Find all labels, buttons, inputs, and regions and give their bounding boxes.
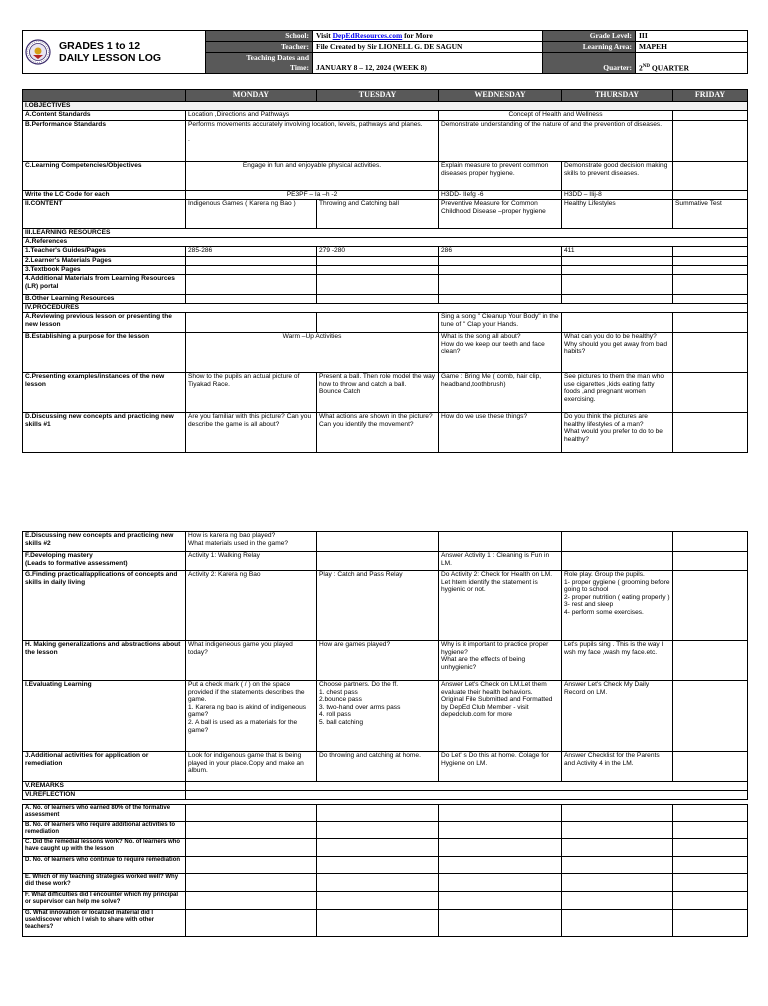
reflection-f-label: F. What difficulties did I encounter which my principal or supervisor can help me solve?: [23, 892, 186, 910]
cell: [673, 275, 748, 295]
purpose-thu: What can you do to be healthy? Why should you get away from bad habits?: [562, 333, 673, 373]
content-standards-mon-tue: Location ,Directions and Pathways: [186, 111, 439, 121]
competencies-mon-tue: Engage in fun and enjoyable physical activities.: [186, 162, 439, 191]
presenting-label: C.Presenting examples/instances of the new lesson: [23, 373, 186, 413]
practical-tue: Play : Catch and Pass Relay: [317, 571, 439, 641]
reviewing-label: A.Reviewing previous lesson or presenting the new lesson: [23, 313, 186, 333]
cell: [186, 857, 317, 874]
discussing2-label: E.Discussing new concepts and practicing new skills #2: [23, 532, 186, 552]
cell: [562, 857, 673, 874]
quarter-label: Quarter:: [543, 53, 636, 74]
cell: [673, 257, 748, 266]
reflection-cell: [186, 791, 748, 800]
school-value: [313, 31, 543, 42]
performance-standards-wed-thu: Demonstrate understanding of the nature of and the prevention of diseases.: [439, 121, 673, 162]
generalizations-mon: What indigeneous game you played today?: [186, 641, 317, 681]
mastery-label: F.Developing mastery (Leads to formative assessment): [23, 552, 186, 571]
practical-mon: Activity 2: Karera ng Bao: [186, 571, 317, 641]
cell: [562, 839, 673, 857]
cell: [562, 313, 673, 333]
cell: [186, 822, 317, 839]
evaluating-tue: Choose partners. Do the ff. 1. chest pass 2.bounce pass 3. two-hand over arms pass 4. roll pass 5. ball catching: [317, 681, 439, 752]
header-table: [22, 30, 748, 74]
content-standards-fri: [673, 111, 748, 121]
learners-materials-label: 2.Learner's Materials Pages: [23, 257, 186, 266]
remarks-cell: [186, 782, 748, 791]
section-objectives: I.OBJECTIVES: [23, 102, 748, 111]
cell: [186, 805, 317, 822]
cell: [317, 805, 439, 822]
cell: [317, 275, 439, 295]
reflection-a-label: A. No. of learners who earned 80% of the formative assessment: [23, 805, 186, 822]
presenting-tue: Present a ball. Then role model the way how to throw and catch a ball. Bounce Catch: [317, 373, 439, 413]
mastery-wed: Answer Activity 1 : Cleaning is Fun in LM.: [439, 552, 562, 571]
generalizations-wed: Why is it important to practice proper hygiene? What are the effects of being unhygienic?: [439, 641, 562, 681]
evaluating-mon: Put a check mark ( / ) on the space provided if the statements describes the game. 1. Karera ng bao is akind of indigeneous game? 2. A ball is used as a materials for the game?: [186, 681, 317, 752]
reflection-e-label: E. Which of my teaching strategies worked well? Why did these work?: [23, 874, 186, 892]
section-references: A.References: [23, 238, 748, 247]
discussing1-thu: Do you think the pictures are healthy lifestyles of a man? What would you prefer to do to be healthy?: [562, 413, 673, 453]
cell: [439, 257, 562, 266]
quarter-value: [636, 53, 748, 74]
content-standards-label: A.Content Standards: [23, 111, 186, 121]
cell: [673, 313, 748, 333]
reflection-d-label: D. No. of learners who continue to require remediation: [23, 857, 186, 874]
cell: [562, 257, 673, 266]
cell: [673, 892, 748, 910]
teaching-dates-label-line2: Time:: [289, 63, 309, 72]
performance-standards-mon-tue: Performs movements accurately involving location, levels, pathways and planes. .: [186, 121, 439, 162]
cell: [673, 641, 748, 681]
cell: [186, 839, 317, 857]
cell: [439, 857, 562, 874]
cell: [673, 805, 748, 822]
lc-code-mon-tue: PE3PF – Ia –h -2: [186, 191, 439, 200]
reflection-b-label: B. No. of learners who require additional activities to remediation: [23, 822, 186, 839]
quarter-word: QUARTER: [649, 63, 690, 72]
day-header-wednesday: WEDNESDAY: [439, 90, 562, 102]
competencies-wed: Explain measure to prevent common diseases proper hygiene.: [439, 162, 562, 191]
cell: [317, 857, 439, 874]
cell: [186, 295, 317, 304]
discussing1-tue: What actions are shown in the picture? Can you identify the movement?: [317, 413, 439, 453]
cell: [439, 295, 562, 304]
discussing1-wed: How do we use these things?: [439, 413, 562, 453]
cell: [439, 805, 562, 822]
day-header-monday: MONDAY: [186, 90, 317, 102]
reflection-table: [22, 804, 748, 937]
teaching-dates-label: [206, 53, 313, 74]
teacher-value: File Created by Sir LIONELL G. DE SAGUN: [313, 42, 543, 53]
remediation-thu: Answer Checklist for the Parents and Activity 4 in the LM.: [562, 752, 673, 782]
cell: [186, 874, 317, 892]
cell: [439, 822, 562, 839]
teachers-guide-label: 1.Teacher's Guides/Pages: [23, 247, 186, 257]
generalizations-thu: Let's pupils sing . This is the way I wsh my face ,wash my face.etc.: [562, 641, 673, 681]
quarter-suffix: ND: [642, 63, 650, 69]
purpose-label: B.Establishing a purpose for the lesson: [23, 333, 186, 373]
cell: [186, 266, 317, 275]
day-header-friday: FRIDAY: [673, 90, 748, 102]
cell: [317, 295, 439, 304]
purpose-wed: What is the song all about? How do we keep our teeth and face clean?: [439, 333, 562, 373]
cell: [673, 822, 748, 839]
practical-wed: Do Activity 2: Check for Health on LM. Let htem identify the statement is hygienic or not.: [439, 571, 562, 641]
cell: [439, 266, 562, 275]
cell: [439, 275, 562, 295]
reflection-c-label: C. Did the remedial lessons work? No. of learners who have caught up with the lesson: [23, 839, 186, 857]
cell: [186, 910, 317, 937]
additional-materials-label: 4.Additional Materials from Learning Resources (LR) portal: [23, 275, 186, 295]
cell: [562, 874, 673, 892]
lesson-table-part1: [22, 89, 748, 453]
content-tue: Throwing and Catching ball: [317, 200, 439, 229]
content-fri: Summative Test: [673, 200, 748, 229]
cell: [439, 892, 562, 910]
presenting-wed: Game : Bring Me ( comb, hair clip, headband,toothbrush): [439, 373, 562, 413]
presenting-thu: See pictures to them the man who use cigarettes ,kids eating fatty foods ,and pregnant women exercising.: [562, 373, 673, 413]
cell: [673, 857, 748, 874]
practical-thu: Role play. Group the pupils. 1- proper gygiene ( grooming before going to school 2- proper nutrition ( eating properly ) 3- rest and sleep 4- perform some exercises.: [562, 571, 673, 641]
day-header-blank: [23, 90, 186, 102]
lc-code-label: Write the LC Code for each: [23, 191, 186, 200]
day-header-tuesday: TUESDAY: [317, 90, 439, 102]
learning-area-value: MAPEH: [636, 42, 748, 53]
teachers-guide-tue: 279 -280: [317, 247, 439, 257]
performance-standards-fri: [673, 121, 748, 162]
cell: [673, 874, 748, 892]
teaching-dates-value: JANUARY 8 – 12, 2024 (WEEK 8): [313, 53, 543, 74]
cell: [562, 552, 673, 571]
cell: [317, 552, 439, 571]
discussing1-label: D.Discussing new concepts and practicing new skills #1: [23, 413, 186, 453]
school-label: School:: [206, 31, 313, 42]
cell: [673, 839, 748, 857]
textbook-pages-label: 3.Textbook Pages: [23, 266, 186, 275]
content-standards-wed-thu: Concept of Health and Wellness: [439, 111, 673, 121]
evaluating-wed: Answer Let's Check on LM.Let them evaluate their health behaviors. Original File Submitted and Formatted by DepEd Club Member - visit depedclub.com for more: [439, 681, 562, 752]
lc-code-fri: [673, 191, 748, 200]
cell: [317, 892, 439, 910]
cell: [317, 910, 439, 937]
cell: [562, 275, 673, 295]
content-mon: Indigenous Games ( Karera ng Bao ): [186, 200, 317, 229]
cell: [673, 571, 748, 641]
header-title-line2: DAILY LESSON LOG: [59, 52, 162, 64]
content-label: II.CONTENT: [23, 200, 186, 229]
cell: [673, 413, 748, 453]
competencies-label: C.Learning Competencies/Objectives: [23, 162, 186, 191]
cell: [673, 532, 748, 552]
cell: [317, 874, 439, 892]
competencies-fri: [673, 162, 748, 191]
school-prefix: Visit: [316, 31, 333, 40]
practical-label: G.Finding practical/applications of concepts and skills in daily living: [23, 571, 186, 641]
cell: [317, 266, 439, 275]
school-suffix: for More: [402, 31, 433, 40]
cell: [673, 295, 748, 304]
cell: [439, 839, 562, 857]
cell: [186, 313, 317, 333]
cell: [562, 910, 673, 937]
cell: [439, 874, 562, 892]
cell: [186, 892, 317, 910]
cell: [317, 839, 439, 857]
header-title-line1: GRADES 1 to 12: [59, 40, 141, 52]
purpose-mon-tue: Warm –Up Activities: [186, 333, 439, 373]
evaluating-thu: Answer Let's Check My Daily Record on LM.: [562, 681, 673, 752]
generalizations-tue: How are games played?: [317, 641, 439, 681]
deped-seal-icon: [25, 39, 51, 65]
section-remarks: V.REMARKS: [23, 782, 186, 791]
learning-area-label: Learning Area:: [543, 42, 636, 53]
grade-level-value: III: [636, 31, 748, 42]
cell: [186, 275, 317, 295]
teacher-label: Teacher:: [206, 42, 313, 53]
remediation-tue: Do throwing and catching at home.: [317, 752, 439, 782]
cell: [439, 910, 562, 937]
cell: [673, 552, 748, 571]
cell: [317, 313, 439, 333]
lesson-table-part2: [22, 531, 748, 800]
section-procedures: IV.PROCEDURES: [23, 304, 748, 313]
reflection-g-label: G. What innovation or localized material did I use/discover which I wish to share with other teachers?: [23, 910, 186, 937]
grade-level-label: Grade Level:: [543, 31, 636, 42]
presenting-mon: Show to the pupils an actual picture of Tiyakad Race.: [186, 373, 317, 413]
cell: [673, 752, 748, 782]
reviewing-wed: Sing a song " Cleanup Your Body" in the tune of " Clap your Hands.: [439, 313, 562, 333]
cell: [317, 257, 439, 266]
content-wed: Preventive Measure for Common Childhood Disease –proper hygiene: [439, 200, 562, 229]
day-header-thursday: THURSDAY: [562, 90, 673, 102]
cell: [562, 266, 673, 275]
mastery-mon: Activity 1: Walking Relay: [186, 552, 317, 571]
cell: [673, 910, 748, 937]
cell: [317, 532, 439, 552]
generalizations-label: H. Making generalizations and abstractions about the lesson: [23, 641, 186, 681]
remediation-label: J.Additional activities for application or remediation: [23, 752, 186, 782]
cell: [317, 822, 439, 839]
header-logo-cell: [23, 31, 206, 74]
cell: [562, 532, 673, 552]
performance-standards-label: B.Performance Standards: [23, 121, 186, 162]
cell: [562, 822, 673, 839]
cell: [562, 805, 673, 822]
teachers-guide-mon: 285-286: [186, 247, 317, 257]
deped-resources-link[interactable]: DepEdResources.com: [332, 31, 403, 40]
discussing1-mon: Are you familiar with this picture? Can you describe the game is all about?: [186, 413, 317, 453]
cell: [562, 295, 673, 304]
section-reflection: VI.REFLECTION: [23, 791, 186, 800]
discussing2-mon: How is karera ng bao played? What materials used in the game?: [186, 532, 317, 552]
other-resources-label: B.Other Learning Resources: [23, 295, 186, 304]
teachers-guide-wed: 286: [439, 247, 562, 257]
content-thu: Healthy Lifestyles: [562, 200, 673, 229]
cell: [673, 373, 748, 413]
lc-code-wed: H3DD- IIefg -6: [439, 191, 562, 200]
quarter-number: 2: [639, 63, 643, 72]
cell: [673, 681, 748, 752]
cell: [673, 266, 748, 275]
cell: [439, 532, 562, 552]
remediation-wed: Do Let' s Do this at home. Colage for Hygiene on LM.: [439, 752, 562, 782]
cell: [673, 333, 748, 373]
teaching-dates-label-line1: Teaching Dates and: [246, 53, 309, 62]
cell: [186, 257, 317, 266]
lc-code-thu: H3DD – IIij-8: [562, 191, 673, 200]
teachers-guide-thu: 411: [562, 247, 673, 257]
competencies-thu: Demonstrate good decision making skills to prevent diseases.: [562, 162, 673, 191]
cell: [562, 892, 673, 910]
section-learning-resources: III.LEARNING RESOURCES: [23, 229, 748, 238]
teachers-guide-fri: [673, 247, 748, 257]
evaluating-label: I.Evaluating Learning: [23, 681, 186, 752]
remediation-mon: Look for indigenous game that is being played in your place.Copy and make an album.: [186, 752, 317, 782]
